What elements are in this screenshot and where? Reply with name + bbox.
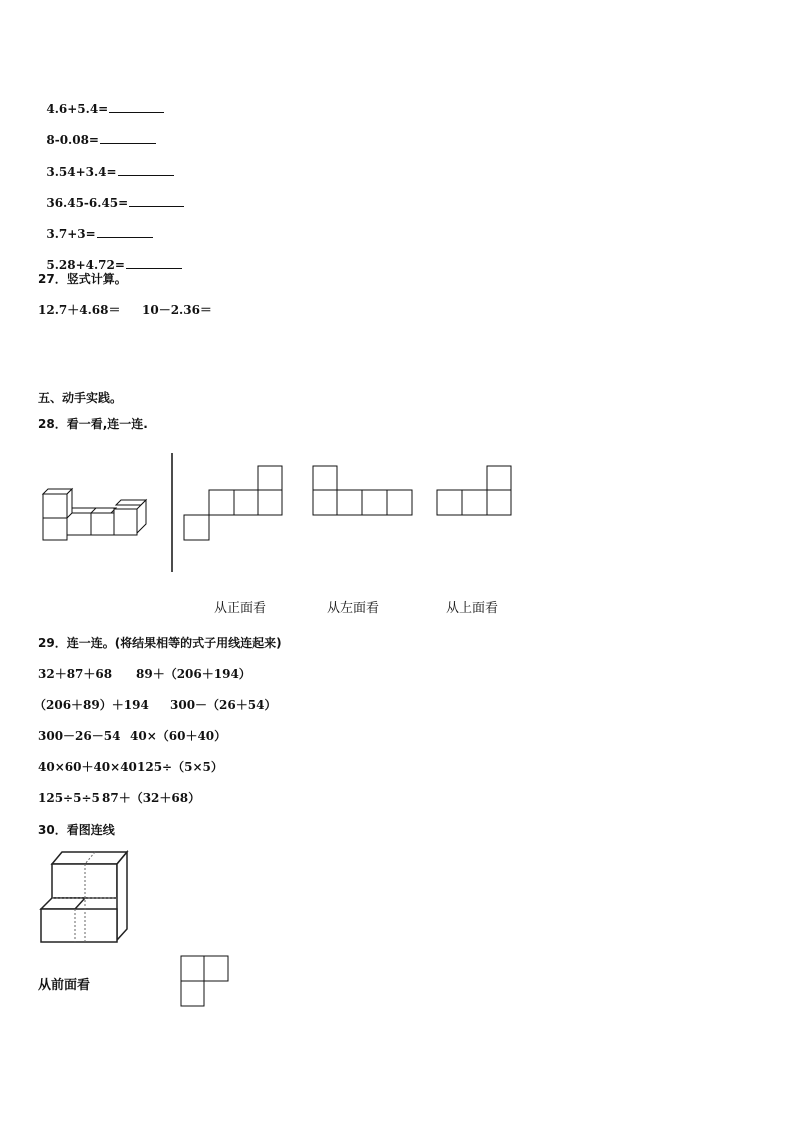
q29-right-3[interactable]: 40×（60＋40） [130, 729, 227, 743]
section-heading: 五、动手实践。 [38, 391, 123, 405]
caption-front-view[interactable]: 从正面看 [214, 601, 267, 616]
q29-right-5[interactable]: 87＋（32＋68） [102, 791, 201, 805]
q27-title: 27．竖式计算。 [38, 272, 127, 286]
exercise-6-text: 5.28+4.72= [46, 258, 125, 272]
q27-item-2: 10－2.36＝ [142, 303, 212, 317]
exercise-4-text: 36.45-6.45= [46, 196, 129, 210]
grid-square [204, 956, 228, 981]
q29-right-2[interactable]: 300－（26＋54） [170, 698, 277, 712]
exercise-3-text: 3.54+3.4= [46, 165, 117, 179]
caption-top-view[interactable]: 从上面看 [446, 601, 499, 616]
q30-title: 30．看图连线 [38, 823, 115, 837]
exercise-5-text: 3.7+3= [46, 227, 96, 241]
grid-square [181, 956, 204, 981]
q29-left-3[interactable]: 300－26－54 [38, 729, 121, 743]
q30-front-view-label[interactable]: 从前面看 [38, 978, 91, 993]
q29-title: 29．连一连。(将结果相等的式子用线连起来) [38, 636, 282, 650]
q29-left-4[interactable]: 40×60＋40×40 [38, 760, 137, 774]
q27-item-1: 12.7＋4.68＝ [38, 303, 121, 317]
q29-left-1[interactable]: 32＋87＋68 [38, 667, 113, 681]
grid-square [181, 981, 204, 1006]
q28-title: 28．看一看,连一连. [38, 417, 148, 431]
q29-left-2[interactable]: （206＋89）＋194 [34, 698, 149, 712]
q29-right-1[interactable]: 89＋（206＋194） [136, 667, 251, 681]
exercise-2-text: 8-0.08= [46, 133, 99, 147]
q29-left-5[interactable]: 125÷5÷5 [38, 791, 100, 805]
caption-left-view[interactable]: 从左面看 [327, 601, 380, 616]
q29-right-4[interactable]: 125÷（5×5） [137, 760, 223, 774]
exercise-1-text: 4.6+5.4= [46, 102, 109, 116]
